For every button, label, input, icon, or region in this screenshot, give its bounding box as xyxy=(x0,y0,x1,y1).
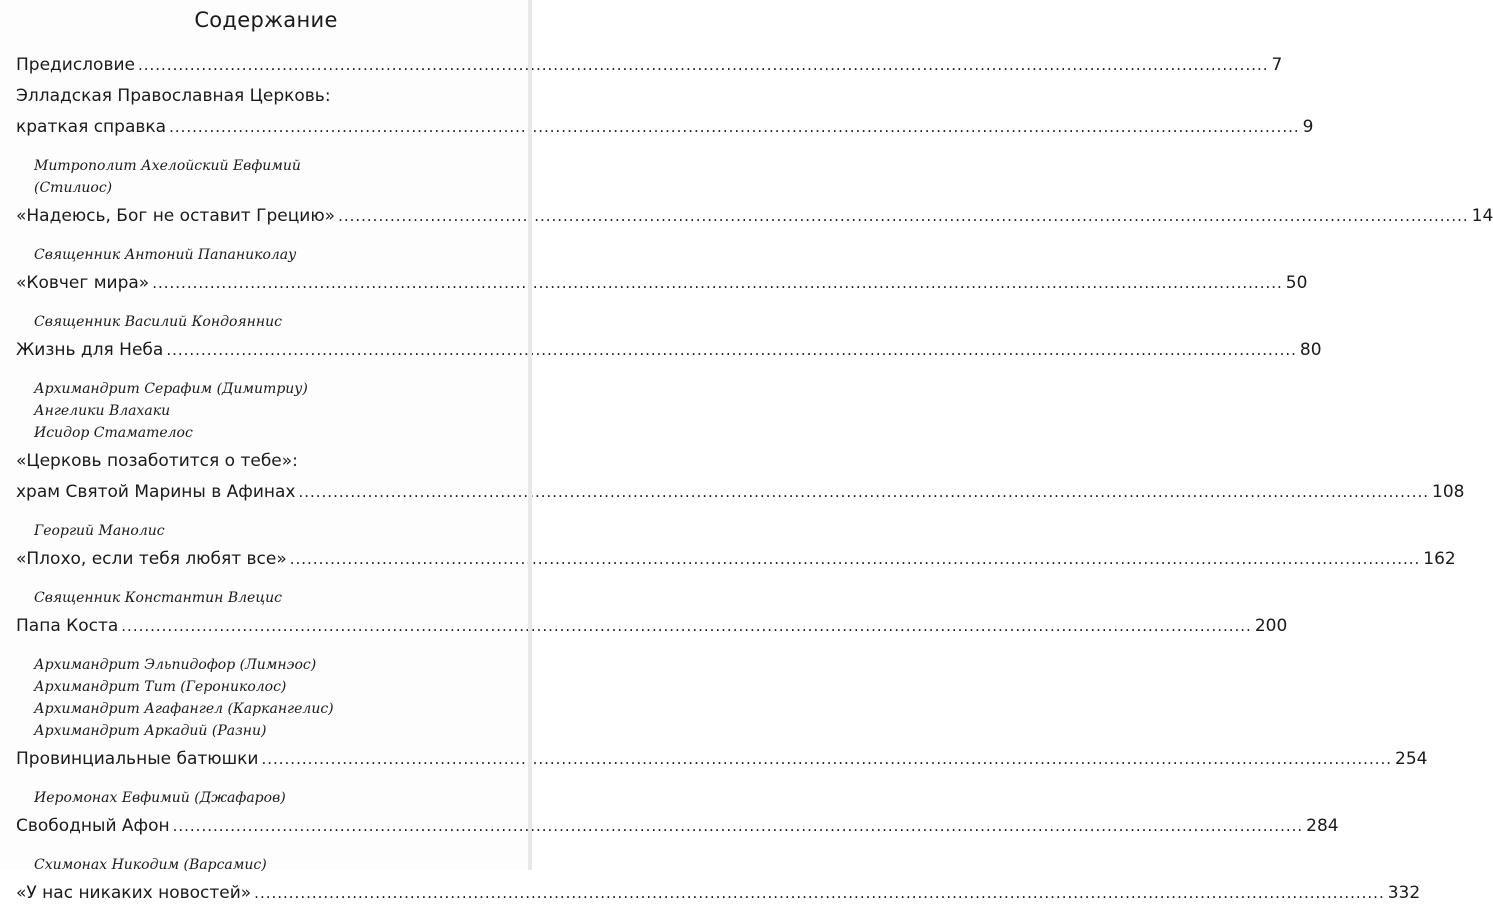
toc-author: Иеромонах Евфимий (Джафаров) xyxy=(34,790,286,806)
toc-item xyxy=(16,587,1288,642)
toc-item xyxy=(16,155,1493,232)
toc-entry xyxy=(16,744,1428,775)
toc-page-number: 284 xyxy=(1306,816,1339,836)
toc-author: Священник Константин Влецис xyxy=(34,590,282,606)
toc-item xyxy=(16,520,1456,575)
toc-entry xyxy=(16,112,1314,143)
toc-authors xyxy=(16,854,446,876)
toc-author: Архимандрит Тит (Герониколос) xyxy=(34,679,287,695)
toc-author: Схимонах Никодим (Варсамис) xyxy=(34,857,267,873)
dot-leader xyxy=(169,112,1300,143)
toc-entry xyxy=(16,268,1308,299)
toc-page-number: 200 xyxy=(1254,616,1288,636)
dot-leader xyxy=(298,477,1429,508)
toc-item xyxy=(16,654,1428,775)
toc-author: (Стилиос) xyxy=(34,180,113,196)
toc-item xyxy=(16,311,1322,366)
toc-entry-title: Провинциальные батюшки xyxy=(16,749,259,769)
toc-entry-title: «У нас никаких новостей» xyxy=(16,883,252,903)
toc-title-line: Элладская Православная Церковь: xyxy=(16,86,331,106)
toc-page-number: 80 xyxy=(1299,340,1322,360)
dot-leader xyxy=(173,811,1304,842)
toc-page-number: 14 xyxy=(1471,206,1493,226)
toc-page-number: 9 xyxy=(1302,117,1314,137)
toc-authors xyxy=(16,244,446,266)
toc-authors xyxy=(16,654,446,742)
toc-item xyxy=(16,244,1308,299)
toc-entry xyxy=(16,201,1493,232)
toc-page-number: 7 xyxy=(1271,55,1283,75)
toc-entry-title: Свободный Афон xyxy=(16,816,170,836)
toc-page-number: 108 xyxy=(1432,482,1465,502)
toc-entry xyxy=(16,811,1339,842)
toc-item xyxy=(16,378,1465,508)
toc-authors xyxy=(16,155,446,199)
dot-leader xyxy=(338,201,1469,232)
toc-author: Георгий Манолис xyxy=(34,523,165,539)
dot-leader xyxy=(121,611,1252,642)
toc-page-number: 162 xyxy=(1423,549,1456,569)
page-edge-shadow xyxy=(528,0,532,870)
toc-authors xyxy=(16,587,446,609)
toc-authors xyxy=(16,520,446,542)
dot-leader xyxy=(290,544,1421,575)
toc-entry xyxy=(16,611,1288,642)
toc-entry-title: «Надеюсь, Бог не оставит Грецию» xyxy=(16,206,336,226)
toc-authors xyxy=(16,787,446,809)
dot-leader xyxy=(152,268,1283,299)
toc-page-number: 50 xyxy=(1285,273,1308,293)
toc-author: Архимандрит Аркадий (Разни) xyxy=(34,723,267,739)
toc-item xyxy=(16,50,1283,81)
toc-authors xyxy=(16,378,446,444)
toc-entry xyxy=(16,477,1465,508)
toc-entry-title: храм Святой Марины в Афинах xyxy=(16,482,296,502)
toc-entry-title: Предисловие xyxy=(16,55,135,75)
toc-author: Архимандрит Эльпидофор (Лимнэос) xyxy=(34,657,317,673)
dot-leader xyxy=(138,50,1269,81)
toc-title-line: «Церковь позаботится о тебе»: xyxy=(16,451,298,471)
toc-author: Архимандрит Агафангел (Каркангелис) xyxy=(34,701,334,717)
toc-entry xyxy=(16,544,1456,575)
toc-author: Митрополит Ахелойский Евфимий xyxy=(34,158,301,174)
toc-item xyxy=(16,81,1314,143)
dot-leader xyxy=(261,744,1392,775)
toc-entry-title: Жизнь для Неба xyxy=(16,340,164,360)
dot-leader xyxy=(166,335,1297,366)
toc-author: Священник Василий Кондояннис xyxy=(34,314,282,330)
toc-entry-title: «Плохо, если тебя любят все» xyxy=(16,549,287,569)
toc-item xyxy=(16,787,1339,842)
toc-author: Ангелики Влахаки xyxy=(34,403,171,419)
toc-entry-title: «Ковчег мира» xyxy=(16,273,150,293)
toc-authors xyxy=(16,311,446,333)
toc-page-number: 254 xyxy=(1395,749,1428,769)
toc-author: Исидор Стамателос xyxy=(34,425,193,441)
toc-author: Архимандрит Серафим (Димитриу) xyxy=(34,381,308,397)
toc-item xyxy=(16,854,1421,909)
toc-author: Священник Антоний Папаниколау xyxy=(34,247,297,263)
toc-entry-title: Папа Коста xyxy=(16,616,119,636)
toc-entry xyxy=(16,335,1322,366)
toc-entry xyxy=(16,878,1421,909)
dot-leader xyxy=(254,878,1385,909)
toc-entry xyxy=(16,50,1283,81)
toc-entry-title: краткая справка xyxy=(16,117,167,137)
page-title: Содержание xyxy=(194,8,338,32)
toc-page-number: 332 xyxy=(1387,883,1421,903)
table-of-contents xyxy=(16,50,1493,909)
